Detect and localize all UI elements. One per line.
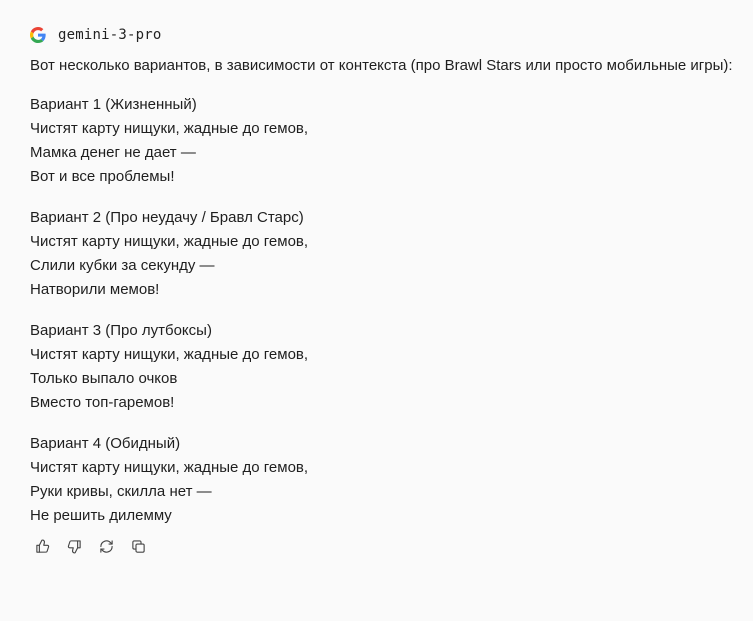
poem-line: Натворили мемов!	[30, 281, 160, 298]
poem-line: Мамка денег не дает —	[30, 144, 196, 161]
variant-block	[30, 319, 741, 415]
variant-title: Вариант 4 (Обидный)	[30, 435, 181, 452]
thumbs-down-icon[interactable]	[66, 538, 82, 554]
intro-text: Вот несколько вариантов, в зависимости от контекста (про Brawl Stars или просто мобильные игры):	[30, 57, 733, 74]
thumbs-up-icon[interactable]	[34, 538, 50, 554]
poem-line: Чистят карту нищуки, жадные до гемов,	[30, 233, 309, 250]
variant-title: Вариант 2 (Про неудачу / Бравл Старс)	[30, 209, 304, 226]
variant-block	[30, 206, 741, 302]
poem-line: Только выпало очков	[30, 370, 178, 387]
poem-line: Руки кривы, скилла нет —	[30, 483, 212, 500]
model-name: gemini-3-pro	[58, 27, 162, 43]
response-header	[30, 24, 741, 46]
poem-line: Не решить дилемму	[30, 507, 172, 524]
poem-line: Чистят карту нищуки, жадные до гемов,	[30, 346, 309, 363]
response-actions	[34, 538, 741, 554]
chat-response	[30, 24, 741, 554]
poem-line: Чистят карту нищуки, жадные до гемов,	[30, 120, 309, 137]
variant-title: Вариант 3 (Про лутбоксы)	[30, 322, 212, 339]
poem-line: Вместо топ-гаремов!	[30, 394, 175, 411]
copy-icon[interactable]	[130, 538, 146, 554]
variant-title: Вариант 1 (Жизненный)	[30, 96, 197, 113]
poem-line: Слили кубки за секунду —	[30, 257, 215, 274]
poem-line: Вот и все проблемы!	[30, 168, 175, 185]
regenerate-icon[interactable]	[98, 538, 114, 554]
google-g-icon	[30, 27, 46, 43]
variant-block	[30, 432, 741, 528]
poem-line: Чистят карту нищуки, жадные до гемов,	[30, 459, 309, 476]
variant-block	[30, 93, 741, 189]
